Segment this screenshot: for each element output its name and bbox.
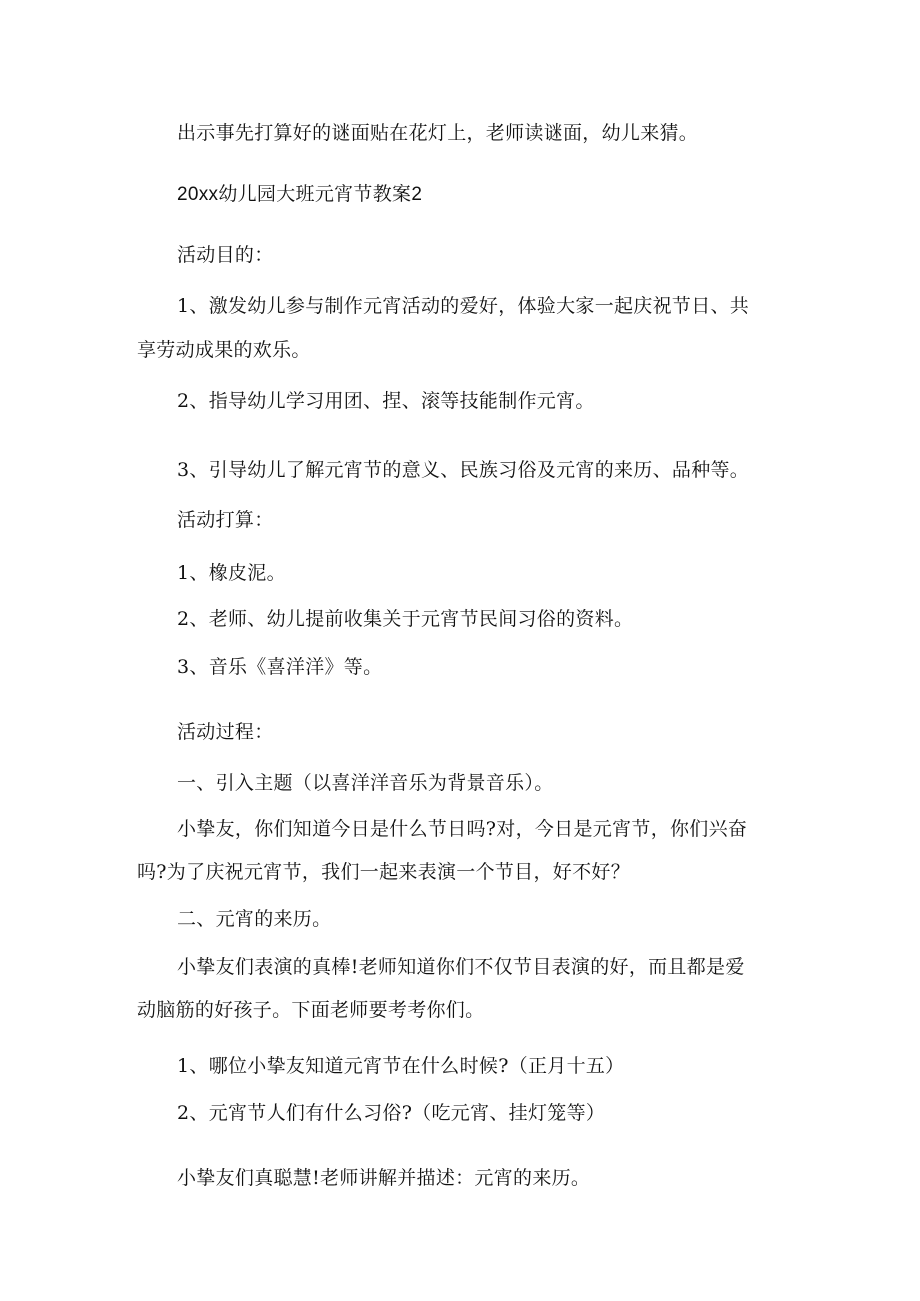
paragraph-festival-question: 小挚友，你们知道今日是什么节日吗?对，今日是元宵节，你们兴奋 bbox=[177, 818, 748, 840]
paragraph-festival-question-continued: 吗?为了庆祝元宵节，我们一起来表演一个节目，好不好？ bbox=[137, 861, 630, 883]
goal-item-3: 3、引导幼儿了解元宵节的意义、民族习俗及元宵的来历、品种等。 bbox=[177, 459, 750, 481]
paragraph-origin-explanation: 小挚友们真聪慧!老师讲解并描述：元宵的来历。 bbox=[177, 1167, 591, 1189]
section-title: 20xx幼儿园大班元宵节教案2 bbox=[177, 184, 423, 205]
paragraph-praise-continued: 动脑筋的好孩子。下面老师要考考你们。 bbox=[137, 999, 485, 1021]
preparation-item-2: 2、老师、幼儿提前收集关于元宵节民间习俗的资料。 bbox=[177, 608, 634, 630]
heading-activity-goals: 活动目的： bbox=[177, 244, 274, 266]
paragraph-riddle-intro: 出示事先打算好的谜面贴在花灯上，老师读谜面，幼儿来猜。 bbox=[177, 122, 699, 144]
preparation-item-3: 3、音乐《喜洋洋》等。 bbox=[177, 656, 383, 678]
paragraph-praise: 小挚友们表演的真棒!老师知道你们不仅节目表演的好，而且都是爱 bbox=[177, 956, 745, 978]
preparation-item-1: 1、橡皮泥。 bbox=[177, 562, 286, 584]
goal-item-2: 2、指导幼儿学习用团、捏、滚等技能制作元宵。 bbox=[177, 390, 595, 412]
heading-activity-preparation: 活动打算： bbox=[177, 509, 274, 531]
goal-item-1-continued: 享劳动成果的欢乐。 bbox=[137, 339, 311, 361]
process-step-2: 二、元宵的来历。 bbox=[177, 908, 332, 930]
question-item-2: 2、元宵节人们有什么习俗?（吃元宵、挂灯笼等） bbox=[177, 1102, 606, 1124]
process-step-1: 一、引入主题（以喜洋洋音乐为背景音乐）。 bbox=[177, 772, 554, 794]
question-item-1: 1、哪位小挚友知道元宵节在什么时候?（正月十五） bbox=[177, 1055, 625, 1077]
heading-activity-process: 活动过程： bbox=[177, 721, 274, 743]
goal-item-1: 1、激发幼儿参与制作元宵活动的爱好，体验大家一起庆祝节日、共 bbox=[177, 295, 750, 317]
